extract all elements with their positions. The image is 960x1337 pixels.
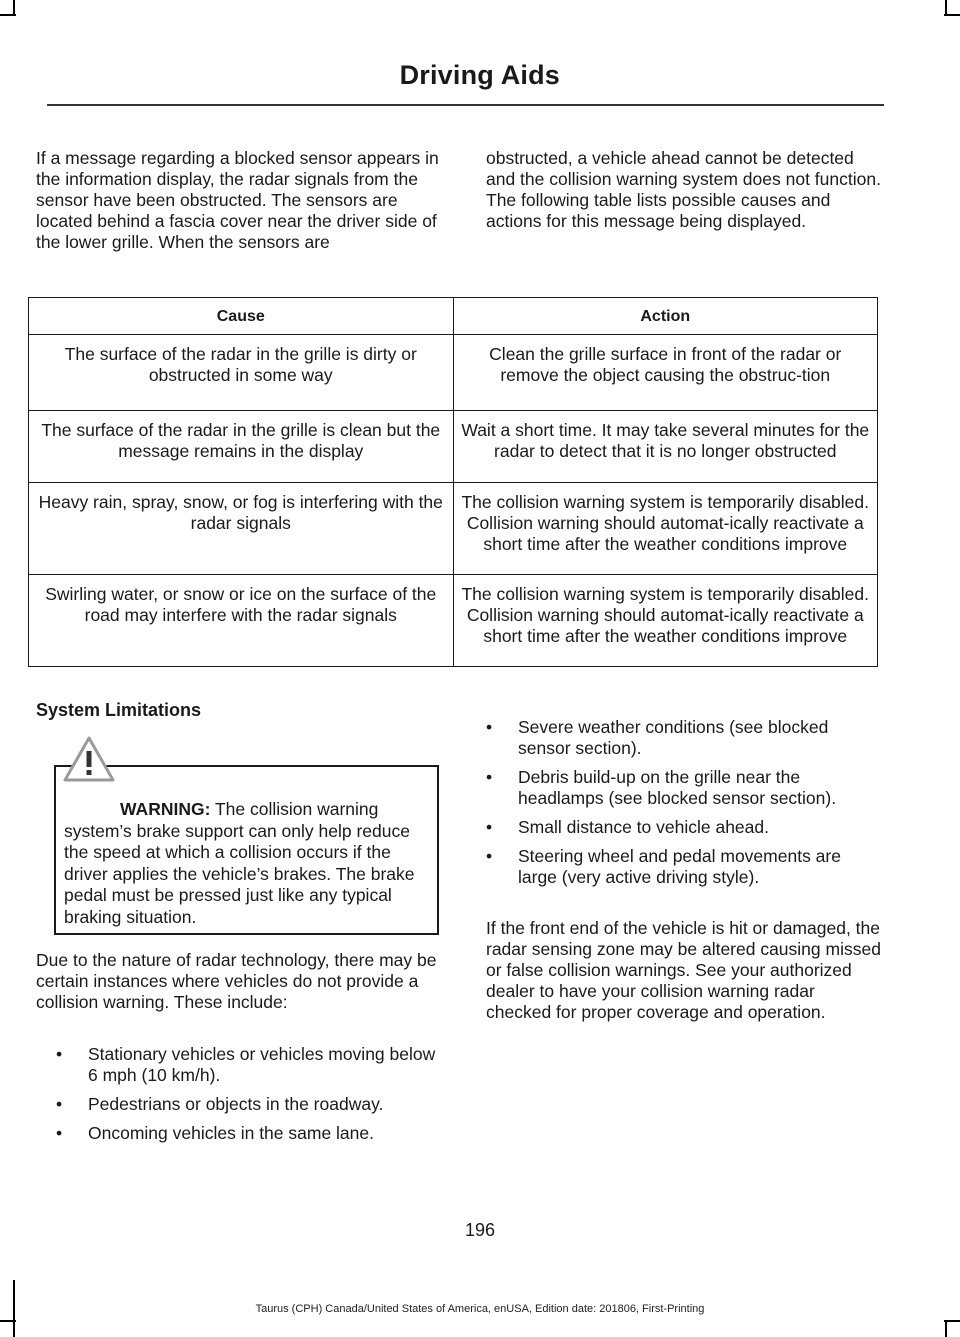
warning-text: [64, 799, 436, 928]
crop-mark-bottom-left-h: [0, 1320, 16, 1322]
table-row: [29, 575, 878, 667]
bullet-glyph: •: [486, 717, 493, 737]
limitations-closing: If the front end of the vehicle is hit or damaged, the radar sensing zone may be altered causing missed or false collision warnings. See your authorized dealer to have your collision warning radar checked for proper coverage and operation.: [486, 918, 881, 1022]
list-item-text: Stationary vehicles or vehicles moving below 6 mph (10 km/h).: [88, 1044, 436, 1085]
bullet-glyph: •: [56, 1123, 63, 1143]
warning-body: The collision warning system’s brake support can only help reduce the speed at which a collision occurs if the driver applies the vehicle’s brakes. The brake pedal must be pressed just like any typical braking situation.: [64, 799, 415, 927]
action-cell: Clean the grille surface in front of the radar or remove the object causing the obstruc-tion: [453, 335, 878, 411]
table-header-row: [29, 298, 878, 335]
warning-label: WARNING:: [120, 799, 211, 819]
page-header-title: Driving Aids: [399, 60, 560, 90]
table-row: [29, 411, 878, 483]
list-item-text: Pedestrians or objects in the roadway.: [88, 1094, 384, 1114]
limitations-list-left: [36, 1044, 448, 1152]
warning-triangle-icon: [62, 735, 116, 783]
list-item: [36, 1123, 448, 1144]
list-item-text: Oncoming vehicles in the same lane.: [88, 1123, 374, 1143]
cause-cell: Heavy rain, spray, snow, or fog is interfering with the radar signals: [29, 483, 454, 575]
intro-paragraph-left: If a message regarding a blocked sensor appears in the information display, the radar signals from the sensor have been obstructed. The sensors are located behind a fascia cover near the driver side of the lower grille. When the sensors are: [36, 148, 439, 252]
bullet-glyph: •: [56, 1094, 63, 1114]
bullet-glyph: •: [486, 767, 493, 787]
crop-mark-top-right-h: [944, 14, 960, 16]
list-item: [466, 717, 880, 759]
crop-mark-bottom-right-h: [944, 1320, 960, 1322]
page-number: 196: [464, 1220, 496, 1240]
list-item: [36, 1044, 448, 1086]
list-item-text: Severe weather conditions (see blocked sensor section).: [518, 717, 829, 758]
bullet-glyph: •: [486, 846, 493, 866]
table-row: [29, 335, 878, 411]
crop-mark-bottom-right-v: [945, 1320, 947, 1337]
bullet-glyph: •: [486, 817, 493, 837]
crop-mark-top-left-h: [0, 14, 16, 16]
action-cell: Wait a short time. It may take several minutes for the radar to detect that it is no longer obstructed: [453, 411, 878, 483]
list-item: [466, 817, 880, 838]
list-item: [36, 1094, 448, 1115]
cause-cell: Swirling water, or snow or ice on the surface of the road may interfere with the radar signals: [29, 575, 454, 667]
warning-box: [54, 765, 439, 935]
column-header-cause: Cause: [29, 298, 454, 335]
list-item-text: Steering wheel and pedal movements are large (very active driving style).: [518, 846, 841, 887]
action-cell: The collision warning system is temporarily disabled. Collision warning should automat-ically reactivate a short time after the weather conditions improve: [453, 575, 878, 667]
intro-paragraph-right: obstructed, a vehicle ahead cannot be detected and the collision warning system does not function. The following table lists possible causes and actions for this message being displayed.: [486, 148, 881, 231]
limitations-intro: Due to the nature of radar technology, there may be certain instances where vehicles do not provide a collision warning. These include:: [36, 950, 437, 1012]
column-header-action: Action: [453, 298, 878, 335]
section-heading: System Limitations: [36, 700, 202, 720]
list-item-text: Small distance to vehicle ahead.: [518, 817, 769, 837]
list-item: [466, 846, 880, 888]
limitations-list-right: [466, 717, 880, 896]
table-row: [29, 483, 878, 575]
cause-cell: The surface of the radar in the grille is dirty or obstructed in some way: [29, 335, 454, 411]
page-footer: Taurus (CPH) Canada/United States of America, enUSA, Edition date: 201806, First-Printing: [255, 1303, 705, 1315]
causes-actions-table: [28, 297, 878, 667]
action-cell: The collision warning system is temporarily disabled. Collision warning should automat-ically reactivate a short time after the weather conditions improve: [453, 483, 878, 575]
bullet-glyph: •: [56, 1044, 63, 1064]
header-rule: [47, 104, 884, 106]
cause-cell: The surface of the radar in the grille is clean but the message remains in the display: [29, 411, 454, 483]
list-item-text: Debris build-up on the grille near the headlamps (see blocked sensor section).: [518, 767, 837, 808]
list-item: [466, 767, 880, 809]
